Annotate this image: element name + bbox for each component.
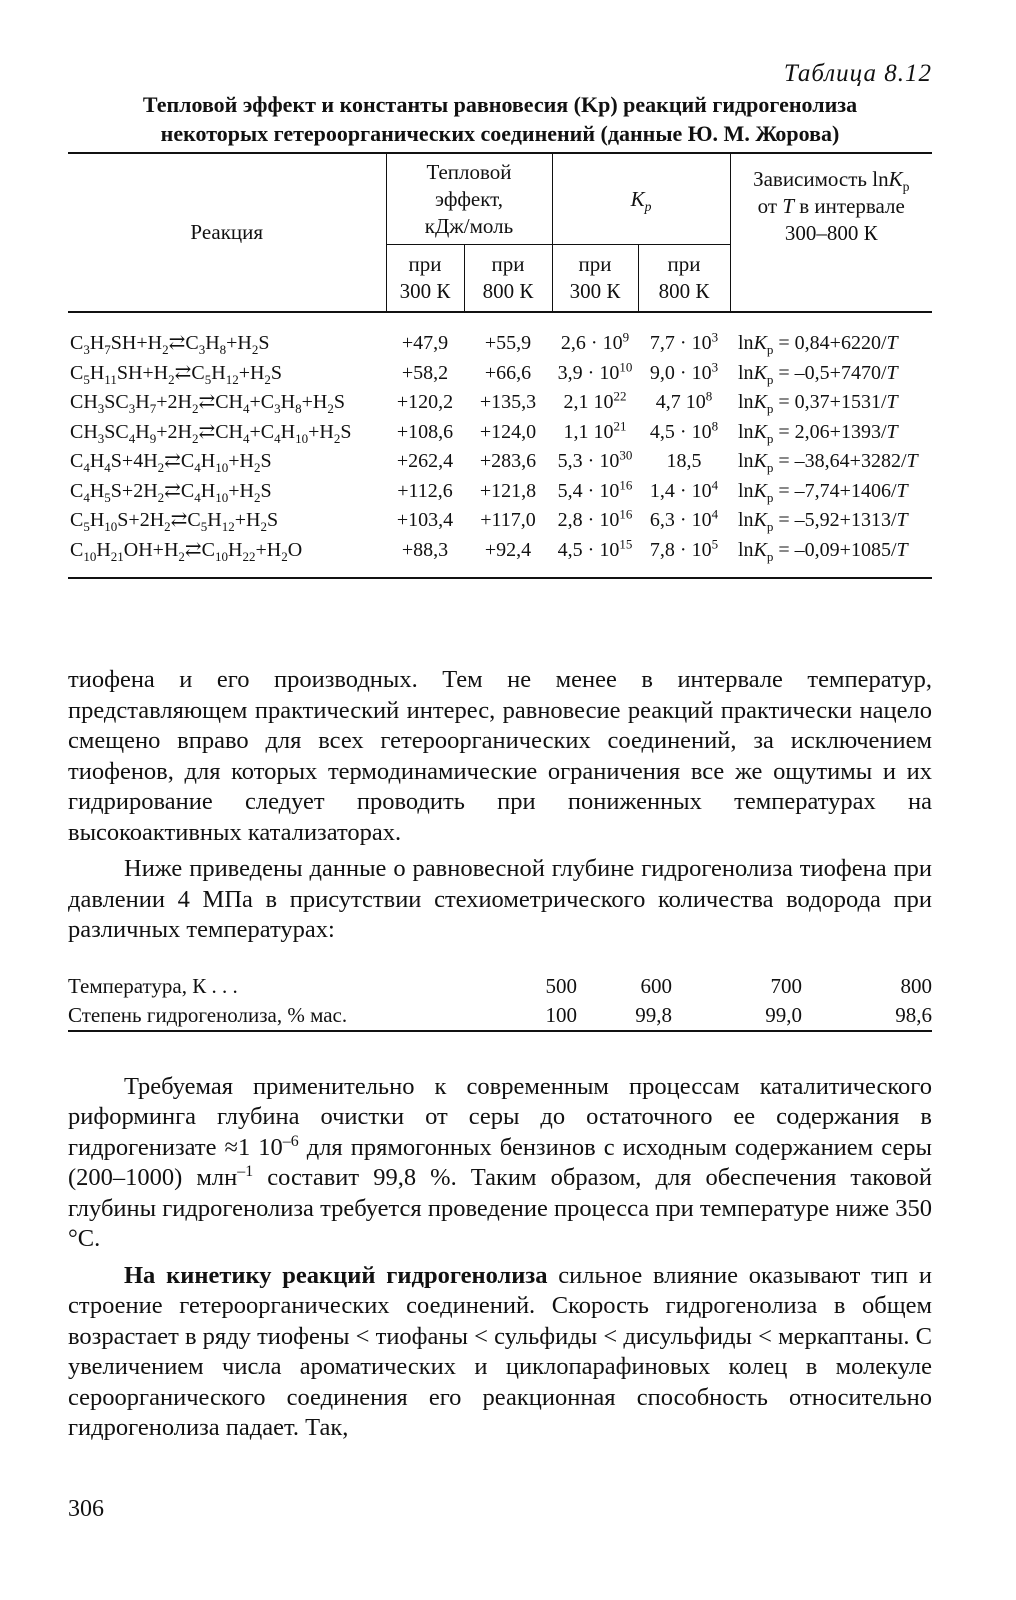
paragraph-3: Требуемая применительно к современным процессам каталитического риформинга глубина очистки от серы до остаточного ее содержания в гидрогенизате ≈1 $10^{-6}$ для прямогонных бензинов с исходным содержанием серы (200–1000) млн$^{-1}$ составит 99,8 %. Таким образом, для обеспечения таковой глубины гидрогенолиза требуется проведение процесса при температуре ниже 350 °С. bbox=[68, 1072, 932, 1252]
header-reaction: Реакция bbox=[68, 153, 386, 312]
paragraph-2: Ниже приведены данные о равновесной глубине гидрогенолиза тиофена при давлении 4 МПа в присутствии стехиометрического количества водорода при различных температурах: bbox=[68, 855, 932, 943]
kp-300-cell: 2,1 $10^{22}$ bbox=[563, 388, 627, 413]
kp-300-cell: $5,4 \cdot 10^{16}$ bbox=[557, 476, 633, 502]
table-row bbox=[68, 477, 932, 507]
reaction-cell: $C_3H_7SH+H_2⇄C_3H_8+H_2S$ bbox=[70, 332, 270, 357]
table-caption bbox=[68, 90, 932, 148]
heat-300-cell: +120,2 bbox=[396, 391, 454, 413]
header-kp-300: при 300 К bbox=[552, 245, 638, 313]
heat-300-cell: +112,6 bbox=[397, 479, 453, 502]
kp-300-cell: $4,5 \cdot 10^{15}$ bbox=[557, 535, 633, 561]
heat-800-cell: +283,6 bbox=[479, 450, 537, 472]
dependence-cell: lnK$_р$ = 0,37+1531/T bbox=[738, 391, 898, 416]
table-row bbox=[68, 506, 932, 536]
table-row bbox=[68, 418, 932, 448]
paragraph-1: тиофена и его производных. Тем не менее в интервале температур, представляющем практический интерес, равновесие реакций практически нацело смещено вправо для всех гетероорганических соединений, за исключением тиофенов, для которых термодинамические ограничения все же ощутимы и их гидрирование следует проводить при пониженных температурах на высокоактивных катализаторах. bbox=[68, 666, 932, 846]
reaction-table bbox=[68, 152, 932, 579]
header-kp: $K_р$ bbox=[552, 153, 730, 245]
heat-300-cell: +47,9 bbox=[401, 332, 449, 354]
table-row bbox=[68, 447, 932, 477]
degree-label: Степень гидрогенолиза, % мас. bbox=[68, 1002, 348, 1027]
table-row bbox=[68, 536, 932, 579]
page-number: 306 bbox=[68, 1496, 104, 1522]
reaction-cell: $CH_3SC_4H_9+2H_2⇄CH_4+C_4H_{10}+H_2S$ bbox=[70, 420, 352, 446]
header-heat-300: при 300 К bbox=[386, 245, 464, 313]
page bbox=[68, 60, 932, 1444]
kp-800-cell: 4,7 $10^8$ bbox=[655, 388, 713, 413]
reaction-cell: $C_5H_{10}S+2H_2⇄C_5H_{12}+H_2S$ bbox=[70, 509, 279, 534]
table-row bbox=[68, 312, 932, 359]
header-heat-effect: Тепловой эффект, кДж/моль bbox=[386, 153, 552, 245]
table-row bbox=[68, 359, 932, 389]
dependence-cell: lnK$_р$ = –0,09+1085/T bbox=[738, 538, 908, 564]
degree-value: 100 bbox=[545, 1002, 577, 1027]
reaction-cell: $CH_3SC_3H_7+2H_2⇄CH_4+C_3H_8+H_2S$ bbox=[70, 391, 345, 416]
temperature-value: 600 bbox=[640, 973, 672, 998]
kp-800-cell: 18,5 bbox=[666, 450, 702, 472]
temperature-value: 700 bbox=[770, 973, 802, 998]
kp-300-cell: $2,8 \cdot 10^{16}$ bbox=[557, 506, 633, 531]
header-heat-800: при 800 К bbox=[464, 245, 552, 313]
reaction-cell: $C_{10}H_{21}OH+H_2⇄C_{10}H_{22}+H_2O$ bbox=[70, 538, 303, 564]
table-caption-line2: некоторых гетероорганических соединений (данные Ю. М. Жорова) bbox=[160, 121, 840, 146]
kp-300-cell: $5,3 \cdot 10^{30}$ bbox=[557, 447, 633, 472]
kp-800-cell: $7,7 \cdot 10^3$ bbox=[649, 329, 719, 354]
temperature-value: 500 bbox=[545, 973, 577, 998]
temperature-table bbox=[68, 972, 932, 1032]
dependence-cell: lnK$_р$ = –7,74+1406/T bbox=[738, 479, 908, 505]
heat-800-cell: +66,6 bbox=[484, 361, 532, 384]
heat-800-cell: +124,0 bbox=[479, 420, 537, 443]
dependence-cell: lnK$_р$ = –5,92+1313/T bbox=[738, 509, 908, 534]
paragraph-4-rest: сильное влияние оказывают тип и строение гетероорганических соединений. Скорость гидрогенолиза в общем возрастает в ряду тиофены < тиофаны < сульфиды < дисульфиды < меркаптаны. С увеличением числа ароматических и циклопарафиновых колец в молекуле сероорганического соединения его реакционная способность относительно гидрогенолиза падает. Так, bbox=[68, 1261, 932, 1441]
kp-800-cell: $1,4 \cdot 10^4$ bbox=[649, 476, 719, 502]
dependence-cell: lnK$_р$ = –0,5+7470/T bbox=[738, 361, 898, 387]
temperature-row bbox=[68, 972, 932, 1001]
degree-value: 99,0 bbox=[765, 1002, 802, 1027]
table-caption-line1: Тепловой эффект и константы равновесия (Kр) реакций гидрогенолиза bbox=[142, 92, 858, 117]
temperature-label: Температура, К . . . bbox=[68, 973, 238, 998]
heat-800-cell: +121,8 bbox=[479, 479, 537, 502]
kp-800-cell: $9,0 \cdot 10^3$ bbox=[649, 358, 719, 384]
table-label: Таблица 8.12 bbox=[783, 60, 932, 87]
kp-800-cell: $6,3 \cdot 10^4$ bbox=[649, 506, 719, 531]
header-dependence: Зависимость lnK$_р$ от T в интервале 300–800 К bbox=[753, 167, 910, 245]
dependence-cell: lnK$_р$ = –38,64+3282/T bbox=[738, 450, 918, 475]
header-kp-800: при 800 К bbox=[638, 245, 730, 313]
heat-300-cell: +103,4 bbox=[396, 509, 454, 531]
heat-300-cell: +108,6 bbox=[396, 420, 454, 443]
dependence-cell: lnK$_р$ = 2,06+1393/T bbox=[738, 420, 898, 446]
heat-800-cell: +55,9 bbox=[484, 332, 532, 354]
kp-800-cell: $4,5 \cdot 10^8$ bbox=[649, 417, 719, 443]
paragraph-4-bold: На кинетику реакций гидрогенолиза bbox=[124, 1261, 548, 1289]
paragraph-4 bbox=[68, 1261, 932, 1444]
reaction-cell: $C_5H_{11}SH+H_2⇄C_5H_{12}+H_2S$ bbox=[70, 361, 283, 387]
kp-300-cell: $3,9 \cdot 10^{10}$ bbox=[557, 358, 633, 384]
heat-800-cell: +92,4 bbox=[484, 538, 532, 561]
heat-300-cell: +262,4 bbox=[396, 450, 454, 472]
reaction-cell: $C_4H_4S+4H_2⇄C_4H_{10}+H_2S$ bbox=[70, 450, 272, 475]
kp-800-cell: $7,8 \cdot 10^5$ bbox=[649, 535, 719, 561]
kp-300-cell: 1,1 $10^{21}$ bbox=[563, 417, 627, 443]
temperature-value: 800 bbox=[900, 973, 932, 998]
degree-value: 99,8 bbox=[635, 1002, 672, 1027]
degree-value: 98,6 bbox=[895, 1002, 932, 1027]
reaction-cell: $C_4H_5S+2H_2⇄C_4H_{10}+H_2S$ bbox=[70, 479, 272, 505]
heat-800-cell: +135,3 bbox=[479, 391, 537, 413]
table-row bbox=[68, 388, 932, 418]
kp-300-cell: $2,6 \cdot 10^9$ bbox=[560, 329, 630, 354]
heat-800-cell: +117,0 bbox=[480, 509, 536, 531]
heat-300-cell: +88,3 bbox=[401, 538, 449, 561]
heat-300-cell: +58,2 bbox=[401, 361, 449, 384]
degree-row bbox=[68, 1001, 932, 1031]
dependence-cell: lnK$_р$ = 0,84+6220/T bbox=[738, 332, 898, 357]
